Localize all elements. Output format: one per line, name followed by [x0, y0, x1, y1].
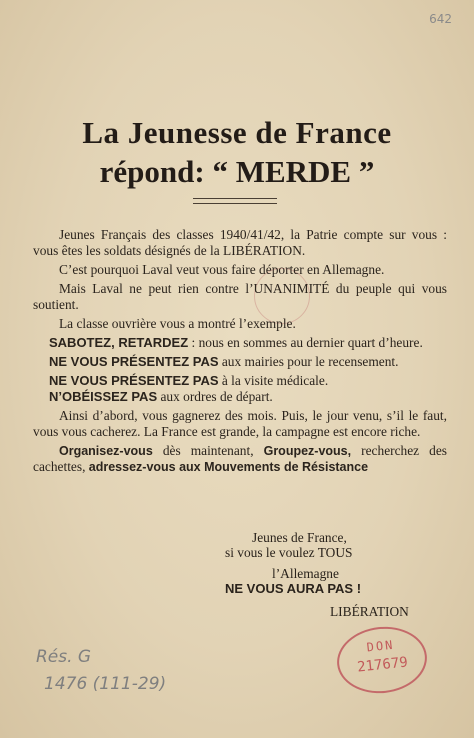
stamp-line-2: 217679	[356, 654, 409, 676]
paragraph-5	[33, 335, 447, 351]
archive-number: 642	[429, 12, 452, 26]
paragraph-4: La classe ouvrière vous a montré l’exemple.	[59, 316, 296, 331]
closing-line-4-wrap	[200, 581, 440, 596]
title-line-2: répond: “ MERDE ”	[99, 154, 375, 189]
title-divider	[193, 198, 277, 204]
paragraph-7	[33, 373, 447, 389]
nobeissez-emphasis: N’OBÉISSEZ PAS	[49, 389, 158, 404]
paragraph-2: C’est pourquoi Laval veut vous faire déporter en Allemagne.	[59, 262, 385, 277]
paragraph-9: Ainsi d’abord, vous gagnerez des mois. Puis, le jour venu, s’il le faut, vous vous cacherez. La France est grande, la campagne est encore riche.	[33, 408, 447, 439]
organisez-vous-emphasis: Organisez-vous	[59, 444, 153, 458]
closing-line-1: Jeunes de France,	[252, 530, 347, 545]
groupez-vous-emphasis: Groupez-vous,	[263, 444, 352, 458]
paragraph-7-text: à la visite médicale.	[218, 373, 329, 388]
closing-line-4: NE VOUS AURA PAS !	[225, 581, 362, 596]
paragraph-1: Jeunes Français des classes 1940/41/42, la Patrie compte sur vous : vous êtes les soldats désignés de la LIBÉRATION.	[33, 227, 447, 258]
paragraph-10	[33, 443, 447, 475]
stamp-line-1: DON	[366, 637, 396, 655]
leaflet-body	[33, 227, 447, 475]
handwritten-reference-2: 1476 (111-29)	[44, 674, 167, 694]
signature: LIBÉRATION	[330, 604, 409, 619]
donation-stamp	[334, 622, 430, 697]
paragraph-8-text: aux ordres de départ.	[157, 389, 273, 404]
paragraph-5-text: : nous en sommes au dernier quart d’heure.	[188, 335, 423, 350]
paragraph-8	[33, 389, 447, 405]
closing-line-3: l’Allemagne	[272, 566, 339, 581]
closing-block	[200, 530, 440, 619]
ne-vous-presentez-emphasis-2: NE VOUS PRÉSENTEZ PAS	[49, 373, 219, 388]
paragraph-3: Mais Laval ne peut rien contre l’UNANIMITÉ du peuple qui vous soutient.	[33, 281, 447, 312]
ne-vous-presentez-emphasis-1: NE VOUS PRÉSENTEZ PAS	[49, 354, 219, 369]
resistance-emphasis: adressez-vous aux Mouvements de Résistance	[88, 460, 369, 474]
sabotez-emphasis: SABOTEZ, RETARDEZ	[49, 335, 189, 350]
handwritten-reference-1: Rés. G	[36, 647, 92, 667]
paragraph-6	[33, 354, 447, 370]
paragraph-10-text-1: dès maintenant,	[152, 443, 264, 458]
paragraph-6-text: aux mairies pour le recensement.	[218, 354, 399, 369]
closing-line-2: si vous le voulez TOUS	[225, 545, 353, 560]
paragraph-10-text-2: recherchez des cachettes,	[33, 443, 448, 474]
title-line-1: La Jeunesse de France	[82, 115, 392, 150]
